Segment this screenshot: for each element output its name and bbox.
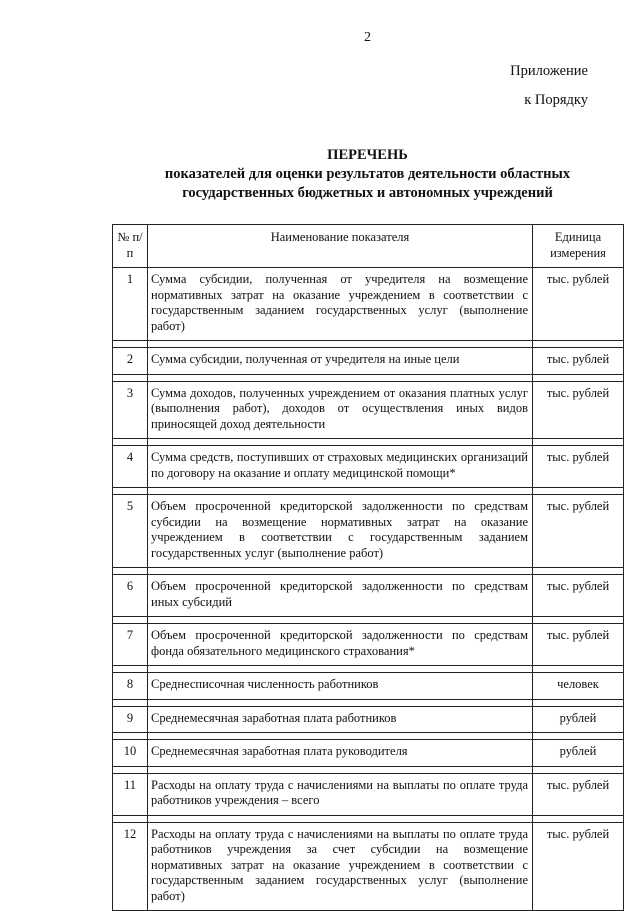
table-row [113,495,624,568]
row-unit: тыс. рублей [533,381,624,439]
table-row [113,268,624,341]
row-number: 2 [113,348,148,375]
row-indicator-name: Объем просроченной кредиторской задолженности по средствам иных субсидий [148,575,533,617]
spacer-cell [533,617,624,624]
spacer-cell [113,568,148,575]
spacer-cell [148,766,533,773]
header-unit: Единица измерения [533,225,624,268]
row-unit: тыс. рублей [533,268,624,341]
row-unit: рублей [533,706,624,733]
spacer-cell [113,699,148,706]
row-number: 4 [113,446,148,488]
row-number: 9 [113,706,148,733]
title-line-3: государственных бюджетных и автономных учреждений [182,185,553,201]
spacer-cell [533,815,624,822]
table-header-row [113,225,624,268]
row-unit: рублей [533,740,624,767]
spacer-cell [148,341,533,348]
spacer-cell [113,374,148,381]
row-indicator-name: Объем просроченной кредиторской задолженности по средствам субсидии на возмещение нормативных затрат на оказание учреждением в соответствии с государственным заданием государственных услуг (выполнение работ) [148,495,533,568]
table-body [113,268,624,911]
spacer-cell [148,617,533,624]
row-indicator-name: Расходы на оплату труда с начислениями на выплаты по оплате труда работников учреждения за счет субсидии на возмещение нормативных затрат на оказание учреждением в соответствии с государственным заданием государственных услуг (выполнение работ) [148,822,533,911]
row-spacer [113,666,624,673]
spacer-cell [148,733,533,740]
row-number: 5 [113,495,148,568]
appendix-label: Приложение [510,63,588,79]
spacer-cell [148,488,533,495]
indicators-table [112,224,624,911]
spacer-cell [113,666,148,673]
spacer-cell [148,439,533,446]
row-number: 10 [113,740,148,767]
appendix-reference: к Порядку [524,92,588,108]
row-indicator-name: Среднемесячная заработная плата работников [148,706,533,733]
spacer-cell [113,488,148,495]
table-row [113,773,624,815]
spacer-cell [113,341,148,348]
row-spacer [113,374,624,381]
spacer-cell [533,488,624,495]
spacer-cell [533,374,624,381]
spacer-cell [533,699,624,706]
spacer-cell [148,699,533,706]
row-indicator-name: Расходы на оплату труда с начислениями на выплаты по оплате труда работников учреждения – всего [148,773,533,815]
row-unit: тыс. рублей [533,773,624,815]
spacer-cell [533,568,624,575]
row-number: 7 [113,624,148,666]
table-row [113,348,624,375]
spacer-cell [148,568,533,575]
row-spacer [113,733,624,740]
row-unit: тыс. рублей [533,575,624,617]
spacer-cell [113,766,148,773]
row-spacer [113,699,624,706]
spacer-cell [148,374,533,381]
spacer-cell [113,439,148,446]
row-number: 8 [113,673,148,700]
header-number: № п/п [113,225,148,268]
spacer-cell [533,733,624,740]
page-number: 2 [364,30,371,45]
row-unit: тыс. рублей [533,348,624,375]
row-spacer [113,766,624,773]
spacer-cell [113,617,148,624]
row-indicator-name: Среднесписочная численность работников [148,673,533,700]
row-unit: тыс. рублей [533,822,624,911]
row-number: 6 [113,575,148,617]
header-indicator-name: Наименование показателя [148,225,533,268]
row-number: 1 [113,268,148,341]
table-row [113,381,624,439]
row-number: 12 [113,822,148,911]
table-row [113,575,624,617]
table-row [113,822,624,911]
table-row [113,706,624,733]
row-number: 11 [113,773,148,815]
row-indicator-name: Сумма доходов, полученных учреждением от оказания платных услуг (выполнения работ), доходов от осуществления иных видов приносящей доход деятельности [148,381,533,439]
row-unit: тыс. рублей [533,446,624,488]
row-indicator-name: Сумма субсидии, полученная от учредителя на возмещение нормативных затрат на оказание учреждением в соответствии с государственным заданием государственных услуг (выполнение работ) [148,268,533,341]
row-indicator-name: Среднемесячная заработная плата руководителя [148,740,533,767]
spacer-cell [533,341,624,348]
row-number: 3 [113,381,148,439]
spacer-cell [533,666,624,673]
spacer-cell [533,439,624,446]
row-spacer [113,815,624,822]
title-heading: ПЕРЕЧЕНЬ [327,147,408,163]
row-spacer [113,439,624,446]
row-spacer [113,341,624,348]
spacer-cell [148,666,533,673]
row-indicator-name: Сумма средств, поступивших от страховых медицинских организаций по договору на оказание и оплату медицинской помощи* [148,446,533,488]
row-spacer [113,488,624,495]
row-spacer [113,617,624,624]
table-row [113,740,624,767]
spacer-cell [148,815,533,822]
row-indicator-name: Объем просроченной кредиторской задолженности по средствам фонда обязательного медицинского страхования* [148,624,533,666]
row-unit: тыс. рублей [533,624,624,666]
title-line-2: показателей для оценки результатов деятельности областных [164,166,571,182]
row-spacer [113,568,624,575]
document-title [95,146,640,203]
table-row [113,624,624,666]
spacer-cell [113,815,148,822]
table-row [113,446,624,488]
row-unit: человек [533,673,624,700]
row-unit: тыс. рублей [533,495,624,568]
spacer-cell [533,766,624,773]
table-row [113,673,624,700]
row-indicator-name: Сумма субсидии, полученная от учредителя на иные цели [148,348,533,375]
spacer-cell [113,733,148,740]
